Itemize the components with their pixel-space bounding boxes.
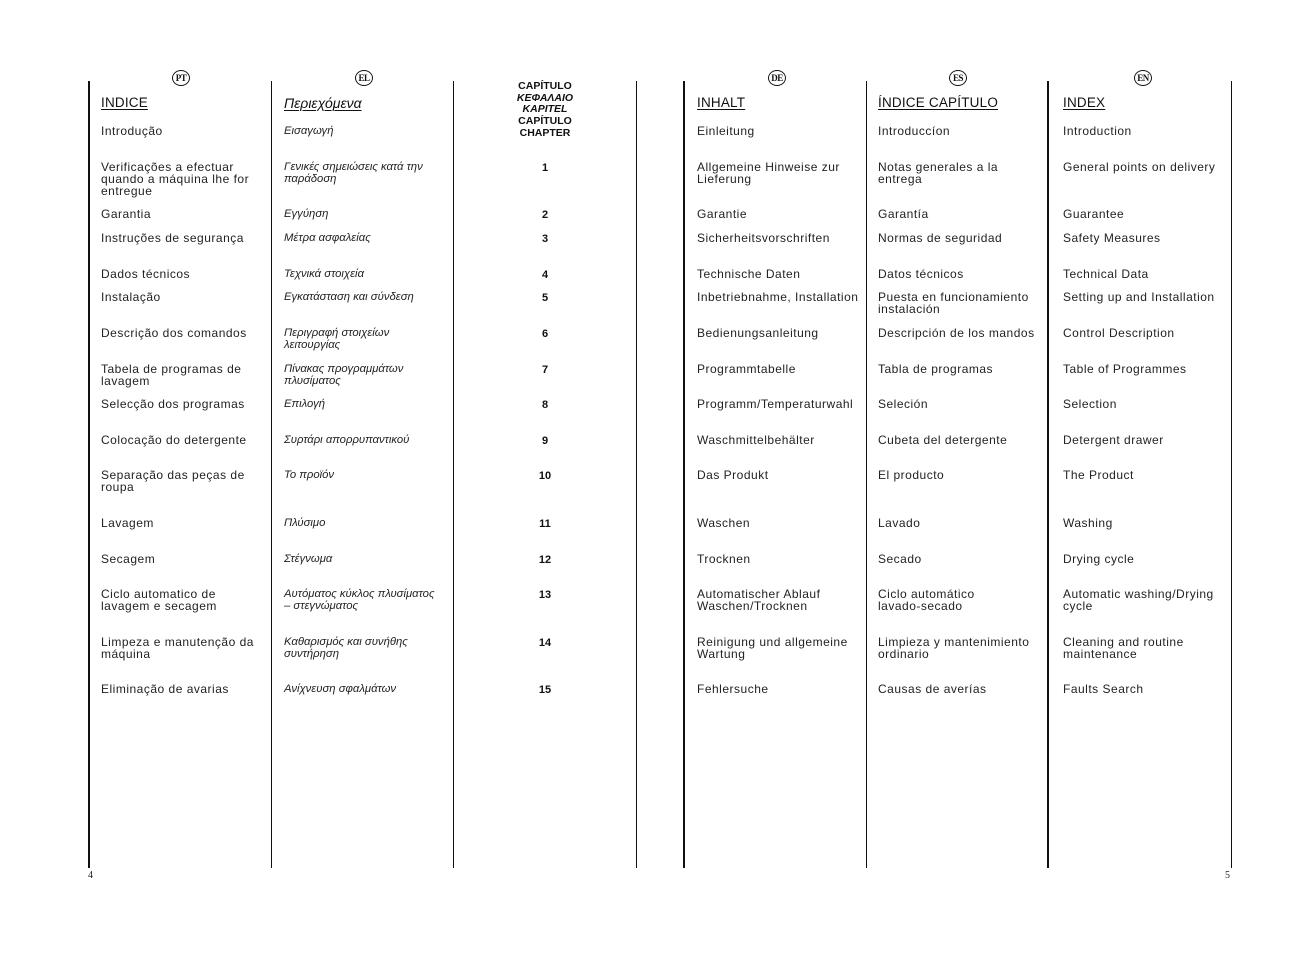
toc-entry-de: Das Produkt	[697, 468, 769, 482]
language-badge-es: ES	[949, 70, 967, 86]
chapter-number: 2	[541, 209, 549, 221]
toc-entry-pt: Tabela de programas de lavagem	[101, 362, 242, 388]
toc-entry-el: Αυτόματος κύκλος πλυσίματος – στεγνώματος	[284, 588, 435, 612]
toc-entry-es: Puesta en funcionamiento instalación	[878, 290, 1029, 316]
toc-entry-pt: Limpeza e manutenção da máquina	[101, 635, 254, 661]
toc-entry-pt: Eliminação de avarias	[101, 682, 229, 696]
toc-entry-el: Συρτάρι απορρυπαντικού	[284, 434, 410, 446]
toc-entry-de: Waschmittelbehälter	[697, 433, 815, 447]
index-heading-en: INDEX	[1063, 95, 1106, 110]
toc-entry-en: Technical Data	[1063, 267, 1149, 281]
chapter-heading-line: CHAPTER	[519, 126, 571, 139]
chapter-number: 5	[541, 292, 549, 304]
toc-entry-pt: Instalação	[101, 290, 161, 304]
chapter-number: 9	[541, 435, 549, 447]
toc-entry-es: Normas de seguridad	[878, 231, 1003, 245]
language-badge-en: EN	[1134, 70, 1152, 86]
column-divider	[636, 81, 637, 868]
chapter-heading	[455, 81, 635, 140]
toc-entry-es: Limpieza y mantenimiento ordinario	[878, 635, 1030, 661]
toc-entry-el: Εγγύηση	[284, 208, 329, 220]
toc-entry-es: Secado	[878, 552, 922, 566]
toc-entry-es: Seleción	[878, 397, 929, 411]
toc-entry-es: Datos técnicos	[878, 267, 964, 281]
chapter-heading-line: ΚΕΦΑΛΑΙΟ	[516, 91, 574, 104]
toc-entry-de: Programmtabelle	[697, 362, 796, 376]
toc-entry-pt: Colocação do detergente	[101, 433, 247, 447]
toc-entry-de: Sicherheitsvorschriften	[697, 231, 830, 245]
chapter-number: 14	[538, 637, 552, 649]
chapter-number: 8	[541, 399, 549, 411]
column-pt	[101, 0, 273, 954]
chapter-number: 6	[541, 328, 549, 340]
page-number-left: 4	[88, 870, 93, 881]
toc-entry-pt: Separação das peças de roupa	[101, 468, 245, 494]
toc-entry-es: Descripción de los mandos	[878, 326, 1035, 340]
toc-entry-de: Programm/Temperaturwahl	[697, 397, 854, 411]
chapter-heading-line: CAPÍTULO	[518, 80, 572, 92]
column-divider	[683, 81, 685, 868]
toc-entry-en: Automatic washing/Drying cycle	[1063, 587, 1214, 613]
toc-entry-el: Στέγνωμα	[284, 553, 333, 565]
toc-entry-es: Tabla de programas	[878, 362, 994, 376]
toc-entry-pt: Garantia	[101, 207, 152, 221]
toc-entry-de: Fehlersuche	[697, 682, 769, 696]
toc-entry-de: Reinigung und allgemeine Wartung	[697, 635, 848, 661]
chapter-number: 3	[541, 233, 549, 245]
toc-entry-es: El producto	[878, 468, 945, 482]
toc-entry-el: Πλύσιμο	[284, 517, 326, 529]
language-badge-de: DE	[768, 70, 786, 86]
toc-entry-pt: Secagem	[101, 552, 156, 566]
toc-entry-de: Einleitung	[697, 124, 755, 138]
toc-entry-de: Waschen	[697, 516, 751, 530]
language-badge-pt: PT	[172, 70, 190, 86]
index-heading-es: ÍNDICE CAPÍTULO	[878, 95, 999, 110]
toc-entry-es: Cubeta del detergente	[878, 433, 1008, 447]
chapter-number: 11	[539, 518, 551, 530]
toc-entry-pt: Dados técnicos	[101, 267, 191, 281]
toc-entry-es: Causas de averías	[878, 682, 987, 696]
language-badge-el: EL	[355, 70, 373, 86]
page-number-right: 5	[1225, 870, 1230, 881]
toc-entry-el: Το προϊόν	[284, 469, 335, 481]
column-es	[878, 0, 1050, 954]
toc-entry-en: Setting up and Installation	[1063, 290, 1215, 304]
index-heading-el: Περιεχόμενα	[284, 95, 362, 111]
index-heading-pt: INDICE	[101, 95, 148, 110]
chapter-number: 15	[538, 684, 552, 696]
toc-entry-es: Ciclo automático lavado-secado	[878, 587, 975, 613]
column-en	[1063, 0, 1235, 954]
column-de	[697, 0, 869, 954]
toc-entry-pt: Descrição dos comandos	[101, 326, 247, 340]
toc-entry-de: Allgemeine Hinweise zur Lieferung	[697, 160, 840, 186]
toc-entry-es: Introduccíon	[878, 124, 951, 138]
toc-entry-el: Εγκατάσταση και σύνδεση	[284, 291, 414, 303]
toc-entry-el: Περιγραφή στοιχείων λειτουργίας	[284, 327, 390, 351]
toc-entry-es: Lavado	[878, 516, 921, 530]
chapter-heading-line: CAPÍTULO	[518, 115, 572, 128]
toc-entry-de: Automatischer Ablauf Waschen/Trocknen	[697, 587, 821, 613]
toc-entry-en: Control Description	[1063, 326, 1175, 340]
toc-entry-en: Selection	[1063, 397, 1117, 411]
chapter-number: 12	[538, 554, 552, 566]
toc-entry-en: Washing	[1063, 516, 1113, 530]
toc-entry-pt: Lavagem	[101, 516, 154, 530]
column-divider	[88, 81, 90, 868]
toc-entry-pt: Instruções de segurança	[101, 231, 244, 245]
toc-entry-en: General points on delivery	[1063, 160, 1216, 174]
toc-entry-el: Ανίχνευση σφαλμάτων	[284, 683, 397, 695]
toc-entry-pt: Ciclo automatico de lavagem e secagem	[101, 587, 217, 613]
toc-entry-en: Cleaning and routine maintenance	[1063, 635, 1184, 661]
toc-entry-de: Bedienungsanleitung	[697, 326, 819, 340]
toc-entry-en: Detergent drawer	[1063, 433, 1164, 447]
toc-entry-en: Faults Search	[1063, 682, 1144, 696]
toc-entry-pt: Introdução	[101, 124, 163, 138]
toc-entry-el: Καθαρισμός και συνήθης συντήρηση	[284, 636, 408, 660]
toc-entry-de: Garantie	[697, 207, 748, 221]
toc-entry-el: Τεχνικά στοιχεία	[284, 268, 365, 280]
toc-entry-pt: Selecção dos programas	[101, 397, 245, 411]
toc-entry-en: The Product	[1063, 468, 1134, 482]
toc-entry-es: Notas generales a la entrega	[878, 160, 999, 186]
chapter-number: 10	[538, 470, 552, 482]
chapter-number: 1	[541, 162, 549, 174]
toc-entry-pt: Verificações a efectuar quando a máquina lhe for entregue	[101, 160, 250, 198]
toc-entry-en: Guarantee	[1063, 207, 1125, 221]
chapter-number: 13	[538, 589, 552, 601]
column-el	[284, 0, 456, 954]
toc-entry-de: Inbetriebnahme, Installation	[697, 290, 859, 304]
toc-entry-en: Drying cycle	[1063, 552, 1135, 566]
chapter-column	[455, 0, 635, 954]
chapter-number: 7	[541, 364, 549, 376]
toc-entry-el: Πίνακας προγραμμάτων πλυσίματος	[284, 363, 404, 387]
toc-entry-en: Table of Programmes	[1063, 362, 1187, 376]
index-heading-de: INHALT	[697, 95, 746, 110]
chapter-number: 4	[541, 269, 549, 281]
toc-entry-de: Trocknen	[697, 552, 751, 566]
toc-entry-el: Εισαγωγή	[284, 125, 334, 137]
toc-entry-es: Garantía	[878, 207, 929, 221]
toc-entry-el: Επιλογή	[284, 398, 326, 410]
toc-entry-de: Technische Daten	[697, 267, 801, 281]
toc-entry-en: Introduction	[1063, 124, 1132, 138]
toc-entry-en: Safety Measures	[1063, 231, 1161, 245]
chapter-heading-line: KAPITEL	[522, 103, 568, 116]
toc-entry-el: Μέτρα ασφαλείας	[284, 232, 371, 244]
toc-entry-el: Γενικές σημειώσεις κατά την παράδοση	[284, 161, 423, 185]
